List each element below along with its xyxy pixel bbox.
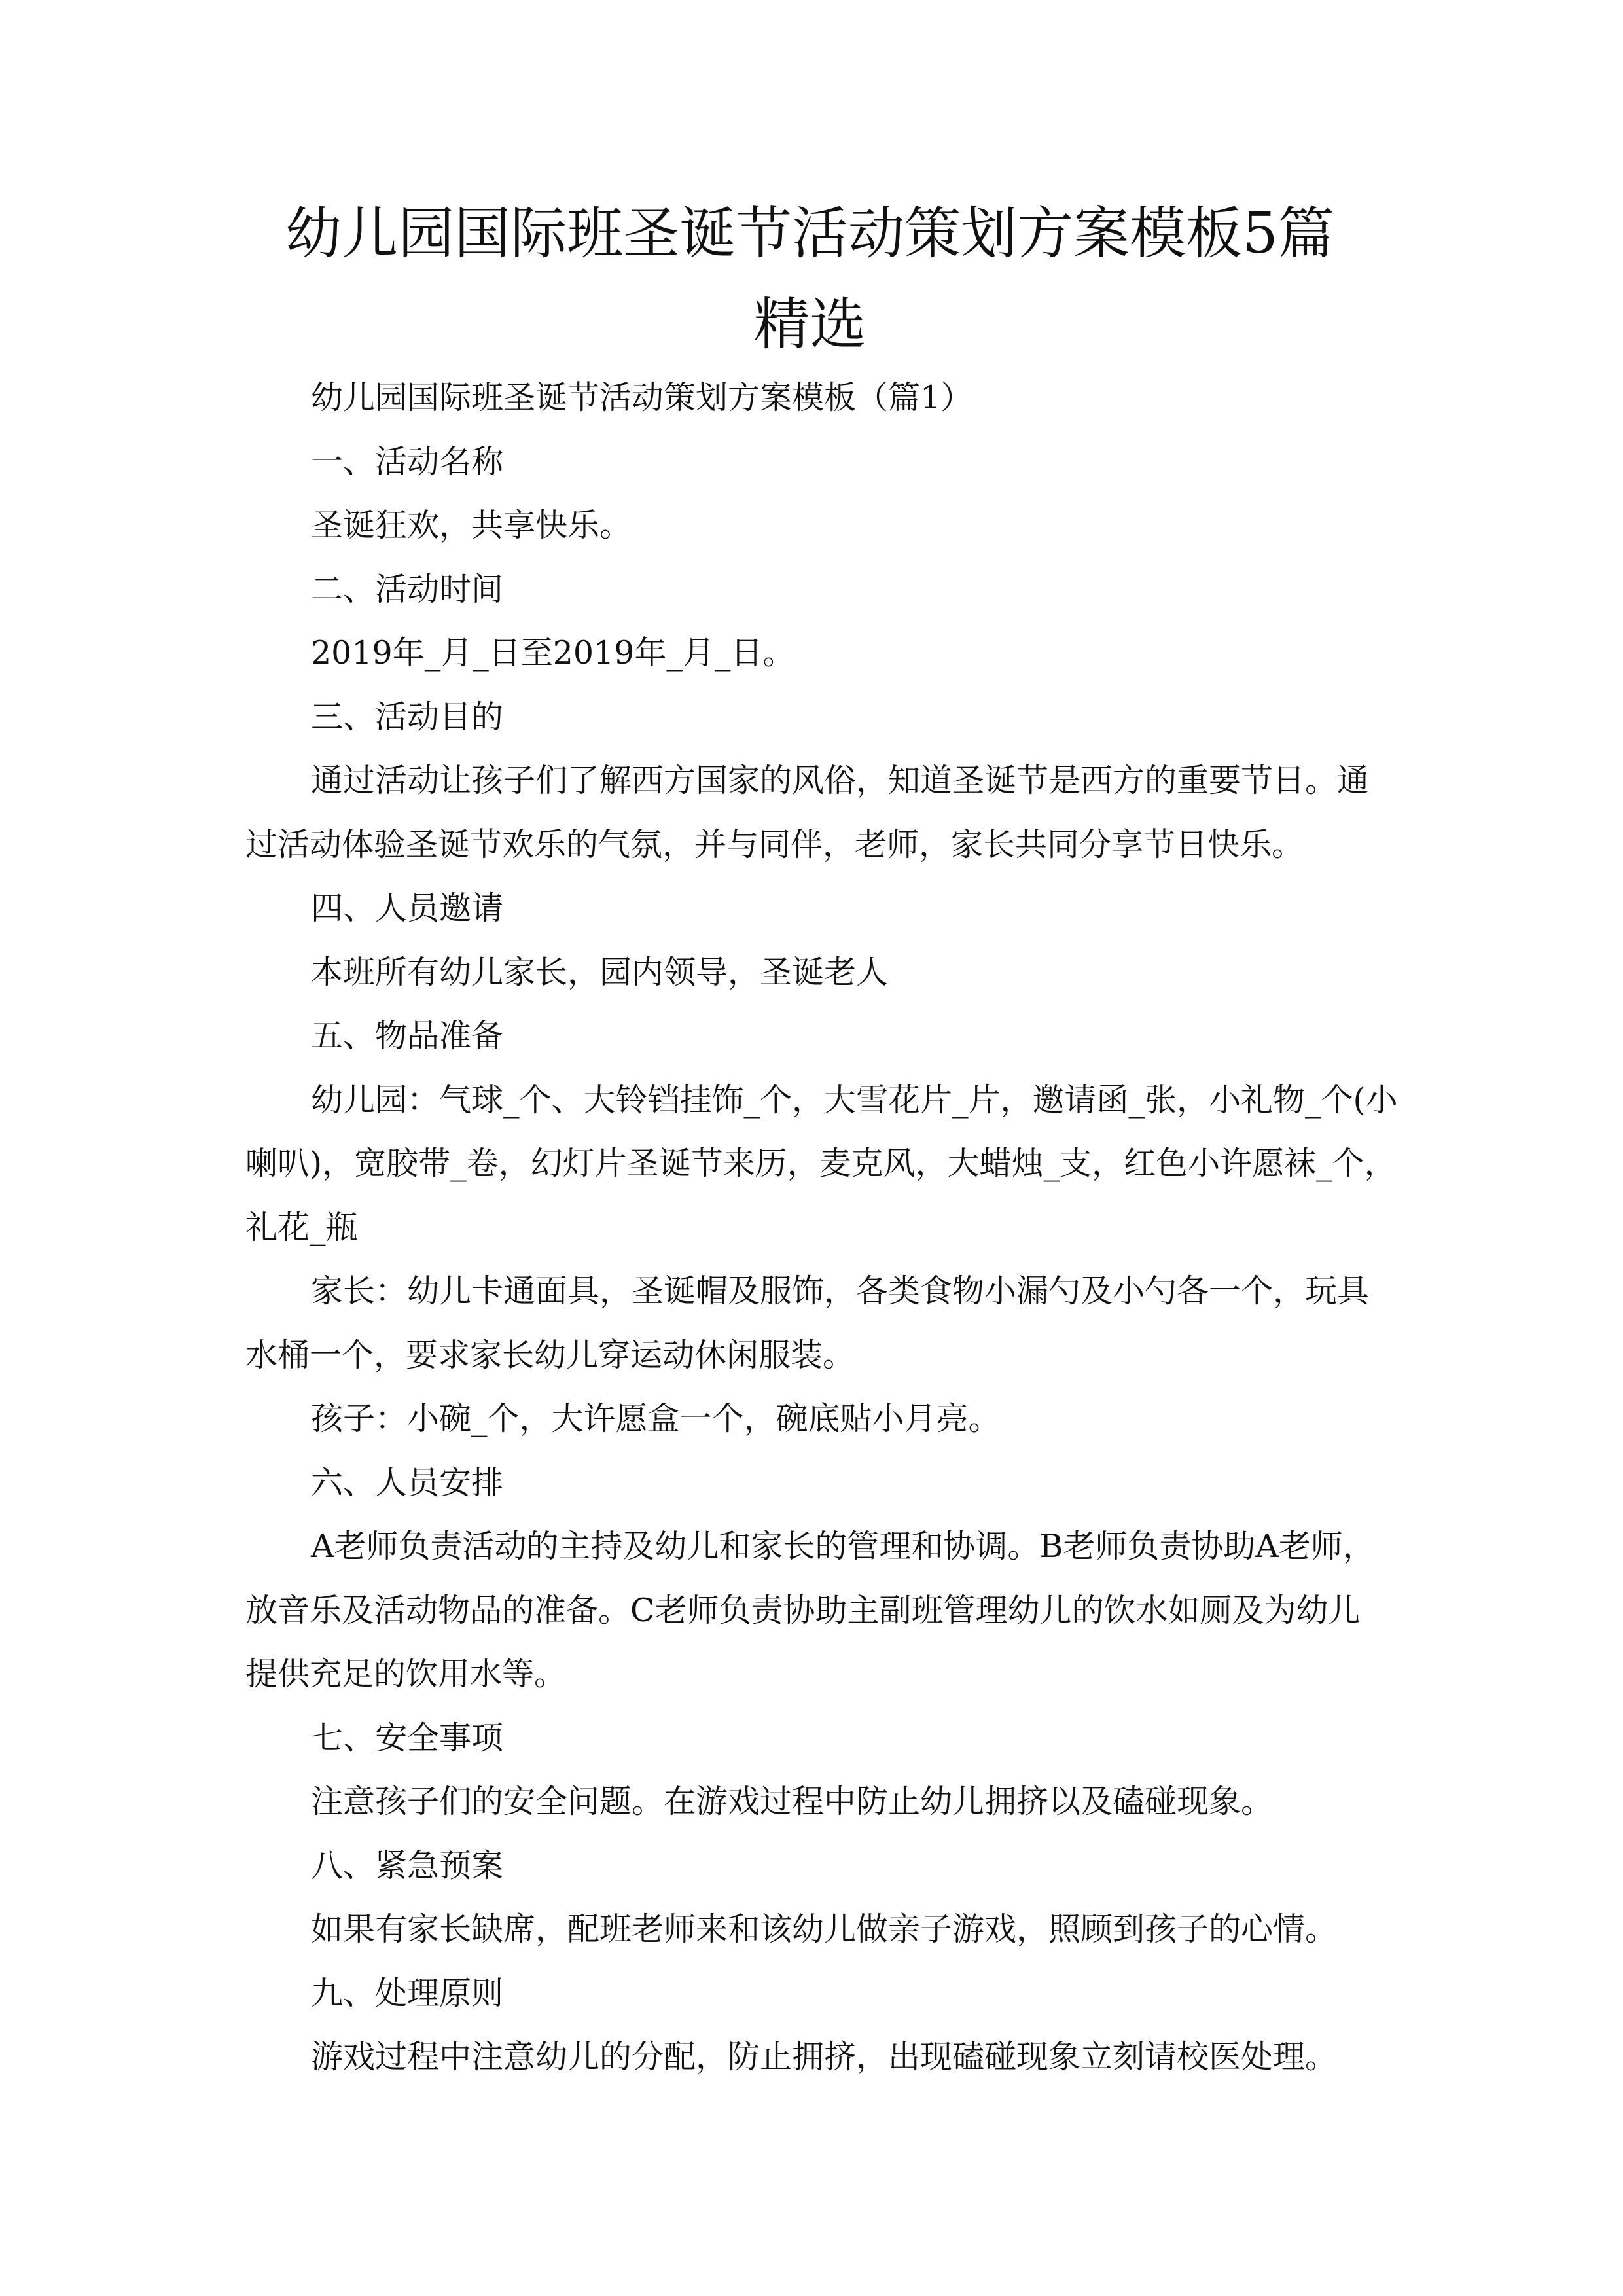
text-line: 幼儿园：气球_个、大铃铛挂饰_个，大雪花片_片，邀请函_张，小礼物_个(小 <box>311 1081 1398 1119</box>
text-line: 游戏过程中注意幼儿的分配，防止拥挤，出现磕碰现象立刻请校医处理。 <box>311 2038 1338 2075</box>
text-line: 2019年_月_日至2019年_月_日。 <box>311 634 795 672</box>
text-line: 六、人员安排 <box>311 1463 504 1501</box>
text-line: 喇叭)，宽胶带_卷，幻灯片圣诞节来历，麦克风，大蜡烛_支，红色小许愿袜_个， <box>245 1145 1397 1182</box>
text-line: 四、人员邀请 <box>311 889 504 927</box>
text-line: 过活动体验圣诞节欢乐的气氛，并与同伴，老师，家长共同分享节日快乐。 <box>245 825 1304 863</box>
document-body <box>245 366 1398 2089</box>
text-line: 七、安全事项 <box>311 1719 504 1757</box>
text-line: 如果有家长缺席，配班老师来和该幼儿做亲子游戏，照顾到孩子的心情。 <box>311 1910 1338 1948</box>
text-line: 水桶一个，要求家长幼儿穿运动休闲服装。 <box>245 1336 855 1374</box>
title-line-2: 精选 <box>753 292 866 357</box>
text-line: A老师负责活动的主持及幼儿和家长的管理和协调。B老师负责协助A老师， <box>311 1528 1375 1565</box>
text-line: 提供充足的饮用水等。 <box>245 1655 567 1693</box>
text-line: 五、物品准备 <box>311 1017 504 1054</box>
text-line: 二、活动时间 <box>311 570 504 608</box>
title-line-1: 幼儿园国际班圣诞节活动策划方案模板5篇 <box>285 201 1334 266</box>
text-line: 注意孩子们的安全问题。在游戏过程中防止幼儿拥挤以及磕碰现象。 <box>311 1783 1274 1820</box>
text-line: 幼儿园国际班圣诞节活动策划方案模板（篇1） <box>311 379 973 416</box>
document-title <box>245 188 1374 370</box>
text-line: 八、紧急预案 <box>311 1846 504 1884</box>
text-line: 三、活动目的 <box>311 698 504 736</box>
text-line: 孩子：小碗_个，大许愿盒一个，碗底贴小月亮。 <box>311 1400 1001 1437</box>
text-line: 圣诞狂欢，共享快乐。 <box>311 507 632 544</box>
text-line: 通过活动让孩子们了解西方国家的风俗，知道圣诞节是西方的重要节日。通 <box>311 762 1370 799</box>
text-line: 一、活动名称 <box>311 442 504 480</box>
text-line: 九、处理原则 <box>311 1974 504 2012</box>
text-line: 本班所有幼儿家长，园内领导，圣诞老人 <box>311 953 889 991</box>
text-line: 礼花_瓶 <box>245 1208 358 1246</box>
text-line: 放音乐及活动物品的准备。C老师负责协助主副班管理幼儿的饮水如厕及为幼儿 <box>245 1591 1361 1629</box>
text-line: 家长：幼儿卡通面具，圣诞帽及服饰，各类食物小漏勺及小勺各一个，玩具 <box>311 1272 1370 1310</box>
